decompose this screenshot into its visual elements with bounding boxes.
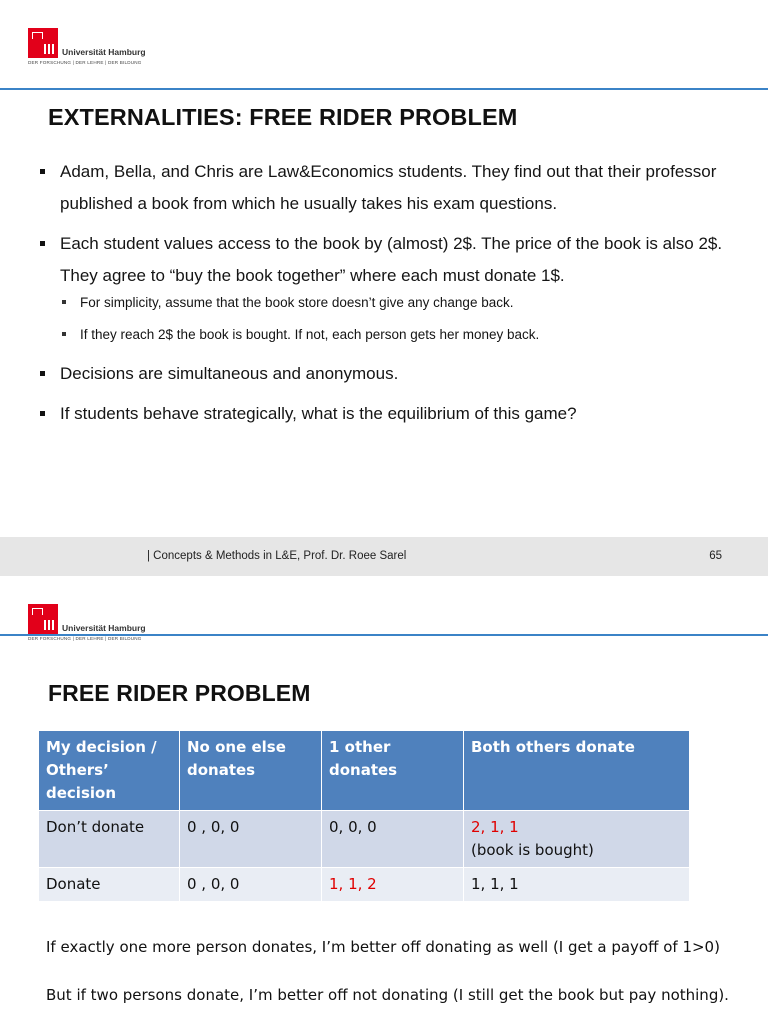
explanation-text: But if two persons donate, I’m better off not donating (I still get the book but pay nothing). [46, 986, 729, 1004]
equilibrium-payoff: 1, 1, 2 [329, 875, 377, 893]
header-cell: Both others donate [464, 731, 690, 811]
table-row [39, 811, 690, 868]
slide-title: EXTERNALITIES: FREE RIDER PROBLEM [48, 104, 518, 130]
uhh-logo-icon [28, 28, 58, 58]
explanation-text: If exactly one more person donates, I’m better off donating as well (I get a payoff of 1>0) [46, 938, 720, 956]
bullet-square-icon [62, 332, 66, 336]
sub-bullet-list [60, 294, 756, 344]
bullet-square-icon [40, 169, 45, 174]
bullet-list [36, 156, 756, 438]
bullet-item [36, 398, 756, 430]
payoff-cell: 1, 1, 1 [464, 868, 690, 902]
bullet-item [36, 228, 756, 344]
sub-bullet-text: If they reach 2$ the book is bought. If not, each person gets her money back. [80, 327, 540, 342]
bullet-square-icon [40, 371, 45, 376]
bullet-text: If students behave strategically, what is the equilibrium of this game? [60, 404, 577, 423]
bullet-item [36, 156, 756, 220]
slide-free-rider [0, 576, 768, 1024]
payoff-cell: 0 , 0, 0 [180, 811, 322, 868]
slide-title: FREE RIDER PROBLEM [48, 680, 311, 706]
logo-tagline: DER FORSCHUNG | DER LEHRE | DER BILDUNG [28, 636, 142, 641]
equilibrium-payoff: 2, 1, 1 [471, 818, 519, 836]
bullet-item [36, 358, 756, 390]
sub-bullet-item [60, 294, 756, 312]
logo-name: Universität Hamburg [62, 47, 146, 57]
slide-footer [0, 537, 768, 576]
bullet-text: Adam, Bella, and Chris are Law&Economics students. They find out that their professor published a book from which he usually takes his exam questions. [60, 162, 717, 213]
table-row [39, 868, 690, 902]
table-header-row [39, 731, 690, 811]
bullet-text: Decisions are simultaneous and anonymous. [60, 364, 399, 383]
header-cell: No one else donates [180, 731, 322, 811]
bullet-text: Each student values access to the book by (almost) 2$. The price of the book is also 2$. They agree to “buy the book together” where each must donate 1$. [60, 234, 723, 285]
row-label: Donate [39, 868, 180, 902]
logo-tagline: DER FORSCHUNG | DER LEHRE | DER BILDUNG [28, 60, 142, 65]
row-label: Don’t donate [39, 811, 180, 868]
header-cell: My decision / Others’ decision [39, 731, 180, 811]
university-logo [28, 28, 146, 65]
header-divider [0, 634, 768, 636]
payoff-cell: 0 , 0, 0 [180, 868, 322, 902]
bullet-square-icon [40, 241, 45, 246]
header-divider [0, 88, 768, 90]
footer-course: | Concepts & Methods in L&E, Prof. Dr. Roee Sarel [147, 550, 407, 562]
logo-name: Universität Hamburg [62, 623, 146, 633]
sub-bullet-text: For simplicity, assume that the book store doesn’t give any change back. [80, 295, 514, 310]
page-number: 65 [709, 550, 722, 562]
header-cell: 1 other donates [322, 731, 464, 811]
payoff-table [38, 730, 690, 902]
bullet-square-icon [40, 411, 45, 416]
sub-bullet-item [60, 326, 756, 344]
payoff-cell [322, 868, 464, 902]
uhh-logo-icon [28, 604, 58, 634]
payoff-note: (book is bought) [471, 841, 594, 859]
payoff-cell [464, 811, 690, 868]
bullet-square-icon [62, 300, 66, 304]
payoff-cell: 0, 0, 0 [322, 811, 464, 868]
